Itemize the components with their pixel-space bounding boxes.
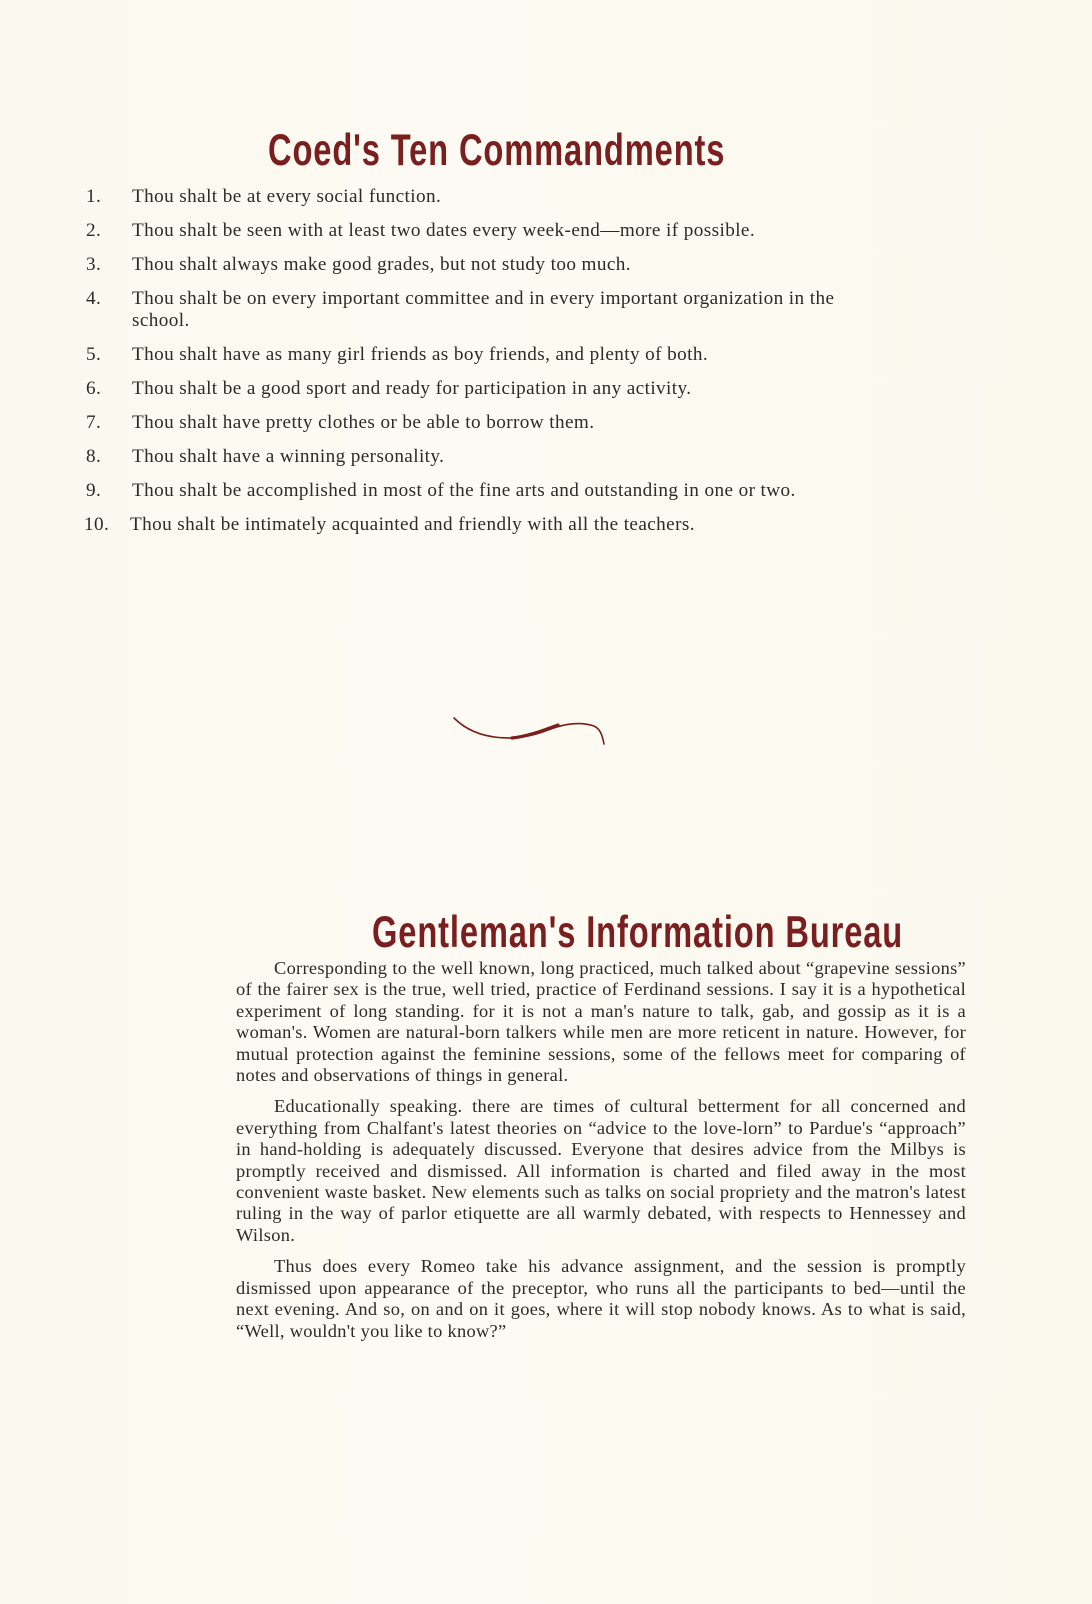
list-item [86,288,846,332]
item-text: Thou shalt be seen with at least two dates every week-end—more if possible. [132,220,756,241]
item-text: Thou shalt have a winning personality. [132,446,445,467]
list-item [86,480,846,502]
list-item [86,254,846,276]
item-number: 9. [86,480,102,501]
item-number: 1. [86,186,102,207]
item-number: 3. [86,254,102,275]
commandments-list [86,186,846,548]
bureau-title: Gentleman's Information Bureau [372,908,904,958]
item-text: Thou shalt be accomplished in most of the fine arts and outstanding in one or two. [132,480,796,501]
list-item [86,186,846,208]
list-item [86,446,846,468]
item-text: Thou shalt have pretty clothes or be able to borrow them. [132,412,595,433]
item-number: 6. [86,378,102,399]
item-number: 10. [84,514,110,535]
list-item [86,514,846,536]
item-number: 4. [86,288,102,309]
article-paragraph: Thus does every Romeo take his advance assignment, and the session is promptly dismissed upon appearance of the preceptor, who runs all the participants to bed—until the next evening. And so, on and on it goes, where it will stop nobody knows. As to what is said, “Well, wouldn't you like to know?” [236,1256,966,1341]
item-number: 2. [86,220,102,241]
item-text: Thou shalt be on every important committee and in every important organization in the school. [132,288,835,331]
item-text: Thou shalt always make good grades, but not study too much. [132,254,631,275]
item-number: 7. [86,412,102,433]
item-text: Thou shalt be at every social function. [132,186,442,207]
commandments-title: Coed's Ten Commandments [268,126,726,176]
flourish-divider-icon [448,712,608,752]
item-text: Thou shalt have as many girl friends as boy friends, and plenty of both. [132,344,709,365]
article-paragraph: Educationally speaking. there are times of cultural betterment for all concerned and everything from Chalfant's latest theories on “advice to the love-lorn” to Pardue's “approach” in hand-holding is adequately discussed. Everyone that desires advice from the Milbys is promptly received and dismissed. All information is charted and filed away in the most convenient waste basket. New elements such as talks on social propriety and the matron's latest ruling in the way of parlor etiquette are all warmly debated, with respects to Hennessey and Wilson. [236,1096,966,1245]
bureau-article [236,958,966,1352]
article-paragraph: Corresponding to the well known, long practiced, much talked about “grapevine sessions” of the fairer sex is the true, well tried, practice of Ferdinand sessions. I say it is a hypothetical experiment of long standing. for it is not a man's nature to talk, gab, and gossip as it is a woman's. Women are natural-born talkers while men are more reticent in nature. However, for mutual protection against the feminine sessions, some of the fellows meet for comparing of notes and observations of things in general. [236,958,966,1086]
item-number: 5. [86,344,102,365]
list-item [86,344,846,366]
item-number: 8. [86,446,102,467]
list-item [86,220,846,242]
item-text: Thou shalt be a good sport and ready for participation in any activity. [132,378,692,399]
list-item [86,412,846,434]
item-text: Thou shalt be intimately acquainted and friendly with all the teachers. [130,514,695,535]
list-item [86,378,846,400]
